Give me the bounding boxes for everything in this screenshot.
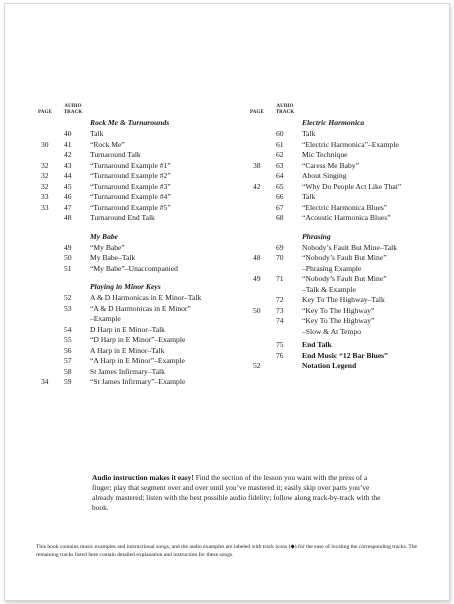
track-title: “Caress Me Baby”	[302, 160, 359, 170]
track-title: “Turnaround Example #3”	[90, 181, 171, 191]
track-title: –Example	[90, 314, 121, 323]
track-title: “A Harp in E Minor”–Example	[90, 356, 185, 365]
track-row	[250, 316, 450, 327]
track-title: “Turnaround Example #1”	[90, 160, 171, 170]
track-title: “Key To The Highway”	[302, 316, 375, 325]
right-track-list	[250, 118, 450, 372]
page-number: 32	[41, 160, 49, 170]
track-row	[38, 253, 238, 264]
track-title: “Why Do People Act Like That”	[302, 181, 402, 191]
track-number: 71	[276, 274, 284, 283]
track-row	[250, 274, 450, 285]
track-row	[38, 182, 238, 193]
track-row	[250, 182, 450, 193]
track-row	[250, 253, 450, 264]
audio-track-label: AUDIO TRACK	[63, 104, 83, 115]
track-number: 49	[64, 242, 72, 252]
track-row	[38, 335, 238, 346]
track-row	[250, 213, 450, 224]
track-row	[38, 346, 238, 357]
track-title: –Talk & Example	[302, 284, 356, 294]
track-number: 72	[276, 295, 284, 304]
section-title: My Babe	[90, 231, 119, 241]
track-row	[250, 171, 450, 182]
section-heading	[38, 282, 238, 293]
track-row	[38, 243, 238, 254]
track-number: 61	[276, 139, 284, 149]
track-number: 74	[276, 316, 284, 325]
page-label: PAGE	[250, 110, 264, 115]
track-number: 44	[64, 171, 72, 180]
track-row	[38, 213, 238, 224]
page-number: 30	[41, 139, 49, 149]
track-number: 40	[64, 129, 72, 138]
track-title: D Harp in E Minor–Talk	[90, 324, 165, 334]
page-number: 38	[253, 160, 261, 170]
track-row	[250, 361, 450, 372]
track-number: 60	[276, 129, 284, 138]
track-title: My Babe–Talk	[90, 253, 136, 262]
section-heading	[250, 232, 450, 243]
track-number: 43	[64, 160, 72, 170]
audio-promo-paragraph	[92, 473, 382, 513]
track-number: 67	[276, 202, 284, 212]
track-title: About Singing	[302, 171, 347, 180]
track-title: –Phrasing Example	[302, 263, 362, 273]
track-row	[38, 129, 238, 140]
track-title: End Talk	[302, 340, 332, 349]
track-number: 57	[64, 356, 72, 365]
section-title: Playing in Minor Keys	[90, 282, 161, 291]
section-title: Rock Me & Turnarounds	[90, 118, 170, 127]
track-row	[250, 243, 450, 254]
track-number: 53	[64, 303, 72, 313]
track-number: 59	[64, 377, 72, 386]
section-heading	[38, 118, 238, 129]
track-number: 58	[64, 366, 72, 376]
track-row	[38, 150, 238, 161]
section-title: Phrasing	[302, 231, 331, 241]
track-row	[38, 203, 238, 214]
track-title: Talk	[302, 192, 316, 201]
promo-lead: Audio instruction makes it easy!	[92, 473, 194, 482]
track-title: “Electric Harmonica”–Example	[302, 139, 399, 149]
footnote: This book contains music examples and instructional songs, and the audio examples are labeled with track icons (◆) for the ease of locating the corresponding tracks. The remaining tracks listed here contain detailed explanation and instruction for these songs.	[36, 544, 418, 558]
track-row	[250, 351, 450, 362]
track-row	[250, 327, 450, 338]
track-number: 76	[276, 350, 284, 360]
track-title: Turnaround Talk	[90, 150, 141, 159]
track-number: 48	[64, 213, 72, 222]
track-title: –Slow & At Tempo	[302, 326, 362, 336]
page-number: 52	[253, 361, 261, 370]
page-number: 33	[41, 192, 49, 201]
track-row	[250, 340, 450, 351]
track-row	[38, 314, 238, 325]
track-title: Talk	[302, 129, 316, 138]
page-number: 33	[41, 202, 49, 212]
page-number: 48	[253, 253, 261, 262]
section-title: Electric Harmonica	[302, 118, 365, 127]
track-number: 52	[64, 293, 72, 302]
page-number: 32	[41, 181, 49, 191]
track-number: 51	[64, 263, 72, 273]
track-title: Nobody’s Fault But Mine–Talk	[302, 242, 398, 252]
track-title: “Turnaround Example #4”	[90, 192, 171, 201]
track-number: 56	[64, 345, 72, 355]
track-title: “Nobody’s Fault But Mine”	[302, 253, 387, 262]
audio-track-label: AUDIO TRACK	[275, 104, 295, 115]
track-number: 65	[276, 181, 284, 191]
track-title: “Rock Me”	[90, 139, 125, 149]
track-number: 73	[276, 305, 284, 315]
track-row	[38, 304, 238, 315]
section-heading	[250, 118, 450, 129]
track-number: 75	[276, 340, 284, 349]
track-row	[250, 264, 450, 275]
track-row	[38, 325, 238, 336]
track-number: 46	[64, 192, 72, 201]
track-row	[250, 285, 450, 296]
left-track-list	[38, 118, 238, 388]
track-row	[250, 161, 450, 172]
track-row	[250, 140, 450, 151]
right-column	[250, 100, 450, 372]
track-number: 45	[64, 181, 72, 191]
track-number: 42	[64, 150, 72, 159]
left-column	[38, 100, 238, 388]
track-title: St James Infirmary–Talk	[90, 366, 165, 376]
track-title: “Electric Harmonica Blues”	[302, 202, 388, 212]
track-number: 66	[276, 192, 284, 201]
page-number: 49	[253, 274, 261, 283]
track-number: 68	[276, 213, 284, 222]
track-title: Mic Technique	[302, 150, 348, 159]
promo-body: Find the section of the lesson you want with the press of a finger; play that segment over and over until you’ve mastered it; easily skip over parts you’ve already mastered; listen with the best possible audio fidelity; follow along track-by-track with the book.	[92, 473, 381, 512]
track-title: Key To The Highway–Talk	[302, 295, 385, 304]
track-number: 55	[64, 335, 72, 344]
page-number: 42	[253, 181, 261, 191]
track-title: “Key To The Highway”	[302, 305, 375, 315]
track-row	[38, 192, 238, 203]
track-row	[38, 161, 238, 172]
track-row	[38, 377, 238, 388]
track-title: “A & D Harmonicas in E Minor”	[90, 303, 191, 313]
track-row	[250, 295, 450, 306]
section-heading	[38, 232, 238, 243]
track-title: “Turnaround Example #2”	[90, 171, 171, 180]
track-number: 50	[64, 253, 72, 262]
track-row	[250, 150, 450, 161]
track-number: 41	[64, 139, 72, 149]
track-title: A Harp in E Minor–Talk	[90, 345, 165, 355]
track-title: “St James Infirmary”–Example	[90, 377, 186, 386]
column-header	[38, 100, 238, 118]
track-title: “Nobody’s Fault But Mine”	[302, 274, 387, 283]
track-title: “My Babe”–Unaccompanied	[90, 263, 178, 273]
track-title: “My Babe”	[90, 242, 125, 252]
track-title: Talk	[90, 129, 104, 138]
track-row	[38, 140, 238, 151]
track-row	[250, 192, 450, 203]
column-header	[250, 100, 450, 118]
track-number: 70	[276, 253, 284, 262]
page-number: 34	[41, 377, 49, 386]
page-label: PAGE	[38, 110, 52, 115]
track-title: “Acoustic Harmonica Blues”	[302, 213, 391, 222]
track-title: Turnaround End Talk	[90, 213, 155, 222]
book-page	[4, 3, 450, 601]
track-number: 64	[276, 171, 284, 180]
track-row	[38, 264, 238, 275]
track-row	[38, 356, 238, 367]
track-title: “Turnaround Example #5”	[90, 202, 171, 212]
page-number: 50	[253, 305, 261, 315]
track-title: End Music “12 Bar Blues”	[302, 350, 388, 360]
track-title: Notation Legend	[302, 361, 357, 370]
track-number: 63	[276, 160, 284, 170]
track-row	[250, 306, 450, 317]
track-title: A & D Harmonicas in E Minor–Talk	[90, 293, 202, 302]
track-row	[250, 129, 450, 140]
page-number: 32	[41, 171, 49, 180]
track-number: 69	[276, 242, 284, 252]
track-row	[38, 171, 238, 182]
track-number: 54	[64, 324, 72, 334]
track-row	[38, 293, 238, 304]
track-number: 62	[276, 150, 284, 159]
track-row	[38, 367, 238, 378]
track-row	[250, 203, 450, 214]
track-title: “D Harp in E Minor”–Example	[90, 335, 186, 344]
track-number: 47	[64, 202, 72, 212]
